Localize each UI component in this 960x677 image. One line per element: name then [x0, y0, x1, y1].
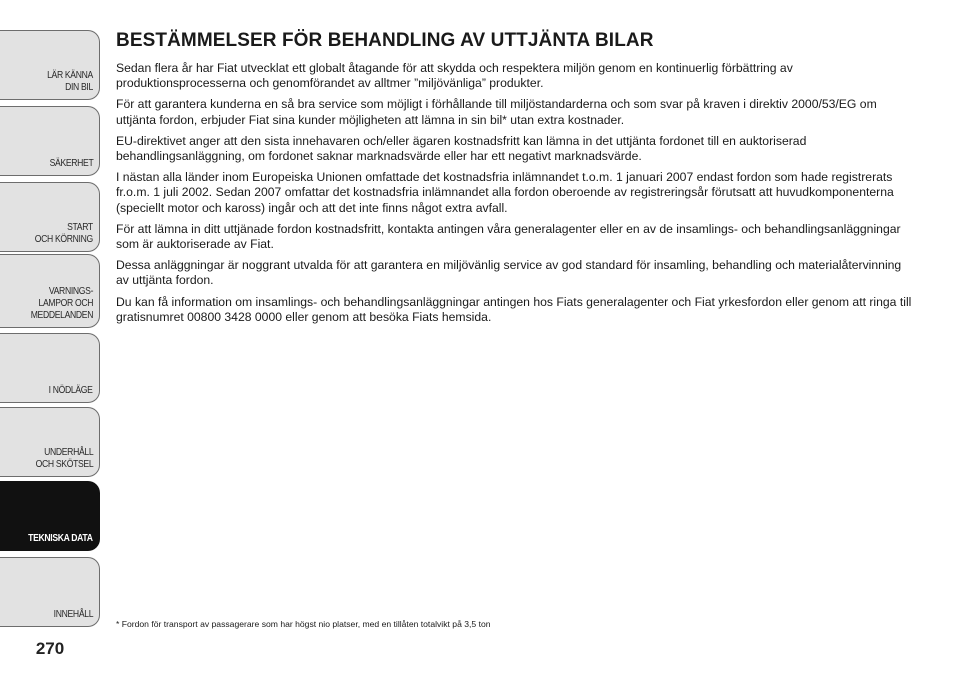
tab-label: INNEHÅLL — [53, 608, 93, 620]
main-content — [116, 30, 916, 331]
tab-lar-kanna-din-bil[interactable] — [0, 30, 100, 100]
paragraph: Dessa anläggningar är noggrant utvalda för att garantera en miljövänlig service av god standard för insamling, behandling och materialåtervinning av uttjänta fordon. — [116, 258, 902, 288]
tab-innehall[interactable] — [0, 557, 100, 627]
paragraph: För att garantera kunderna en så bra service som möjligt i förhållande till miljöstandarderna och som svar på kraven i direktiv 2000/53/EG om uttjänta fordon, erbjuder Fiat sina kunder möjligheten att lämna in sin bil* utan extra kostnader. — [116, 97, 877, 127]
tab-label: TEKNISKA DATA — [28, 532, 93, 544]
page-title: BESTÄMMELSER FÖR BEHANDLING AV UTTJÄNTA BILAR — [116, 30, 654, 51]
tab-sakerhet[interactable] — [0, 106, 100, 176]
paragraph: För att lämna in ditt uttjänade fordon kostnadsfritt, kontakta antingen våra generalagenter eller en av de insamlings- och behandlingsanläggningar som är auktoriserade av Fiat. — [116, 221, 901, 252]
tab-label: UNDERHÅLL OCH SKÖTSEL — [35, 446, 93, 470]
tab-label: LÄR KÄNNA DIN BIL — [47, 69, 93, 93]
tab-label: SÄKERHET — [49, 157, 93, 169]
paragraph: EU-direktivet anger att den sista innehavaren och/eller ägaren kostnadsfritt kan lämna in det uttjänta fordonet till en auktoriserad behandlingsanläggning, om fordonet saknar marknadsvärde eller har ett negativt marknadsvärde. — [116, 133, 807, 164]
tab-tekniska-data[interactable] — [0, 481, 100, 551]
paragraph: Du kan få information om insamlings- och behandlingsanläggningar antingen hos Fiats generalagenter och Fiat yrkesfordon eller genom att ringa till gratisnumret 00800 3428 0000 eller genom att besöka Fiats hemsida. — [116, 294, 912, 324]
tab-underhall-och-skotsel[interactable] — [0, 407, 100, 477]
paragraph: I nästan alla länder inom Europeiska Unionen omfattade det kostnadsfria inlämnandet t.o.m. 1 januari 2007 endast fordon som hade registrerats fr.o.m. 1 juli 2002. Sedan 2007 omfattar det kostnadsfria inlämnandet alla fordon oberoende av registreringsår förutsatt att huvudkomponenterna (speciellt motor och kaross) ingår och att det inte finns något extra avfall. — [116, 170, 894, 215]
tab-varningslampor[interactable] — [0, 254, 100, 328]
tab-label: START OCH KÖRNING — [34, 221, 93, 245]
page-number: 270 — [35, 639, 65, 658]
paragraph: Sedan flera år har Fiat utvecklat ett globalt åtagande för att skydda och respektera miljön genom en kontinuerlig förbättring av produktionsprocesserna och genomförandet av alltmer ”miljövänliga” produkter. — [116, 61, 793, 91]
tab-start-och-korning[interactable] — [0, 182, 100, 252]
tab-i-nodlage[interactable] — [0, 333, 100, 403]
tab-label: VARNINGS- LAMPOR OCH MEDDELANDEN — [30, 285, 93, 321]
tab-label: I NÖDLÄGE — [49, 384, 93, 396]
footnote: * Fordon för transport av passagerare som har högst nio platser, med en tillåten totalvikt på 3,5 ton — [116, 619, 491, 629]
